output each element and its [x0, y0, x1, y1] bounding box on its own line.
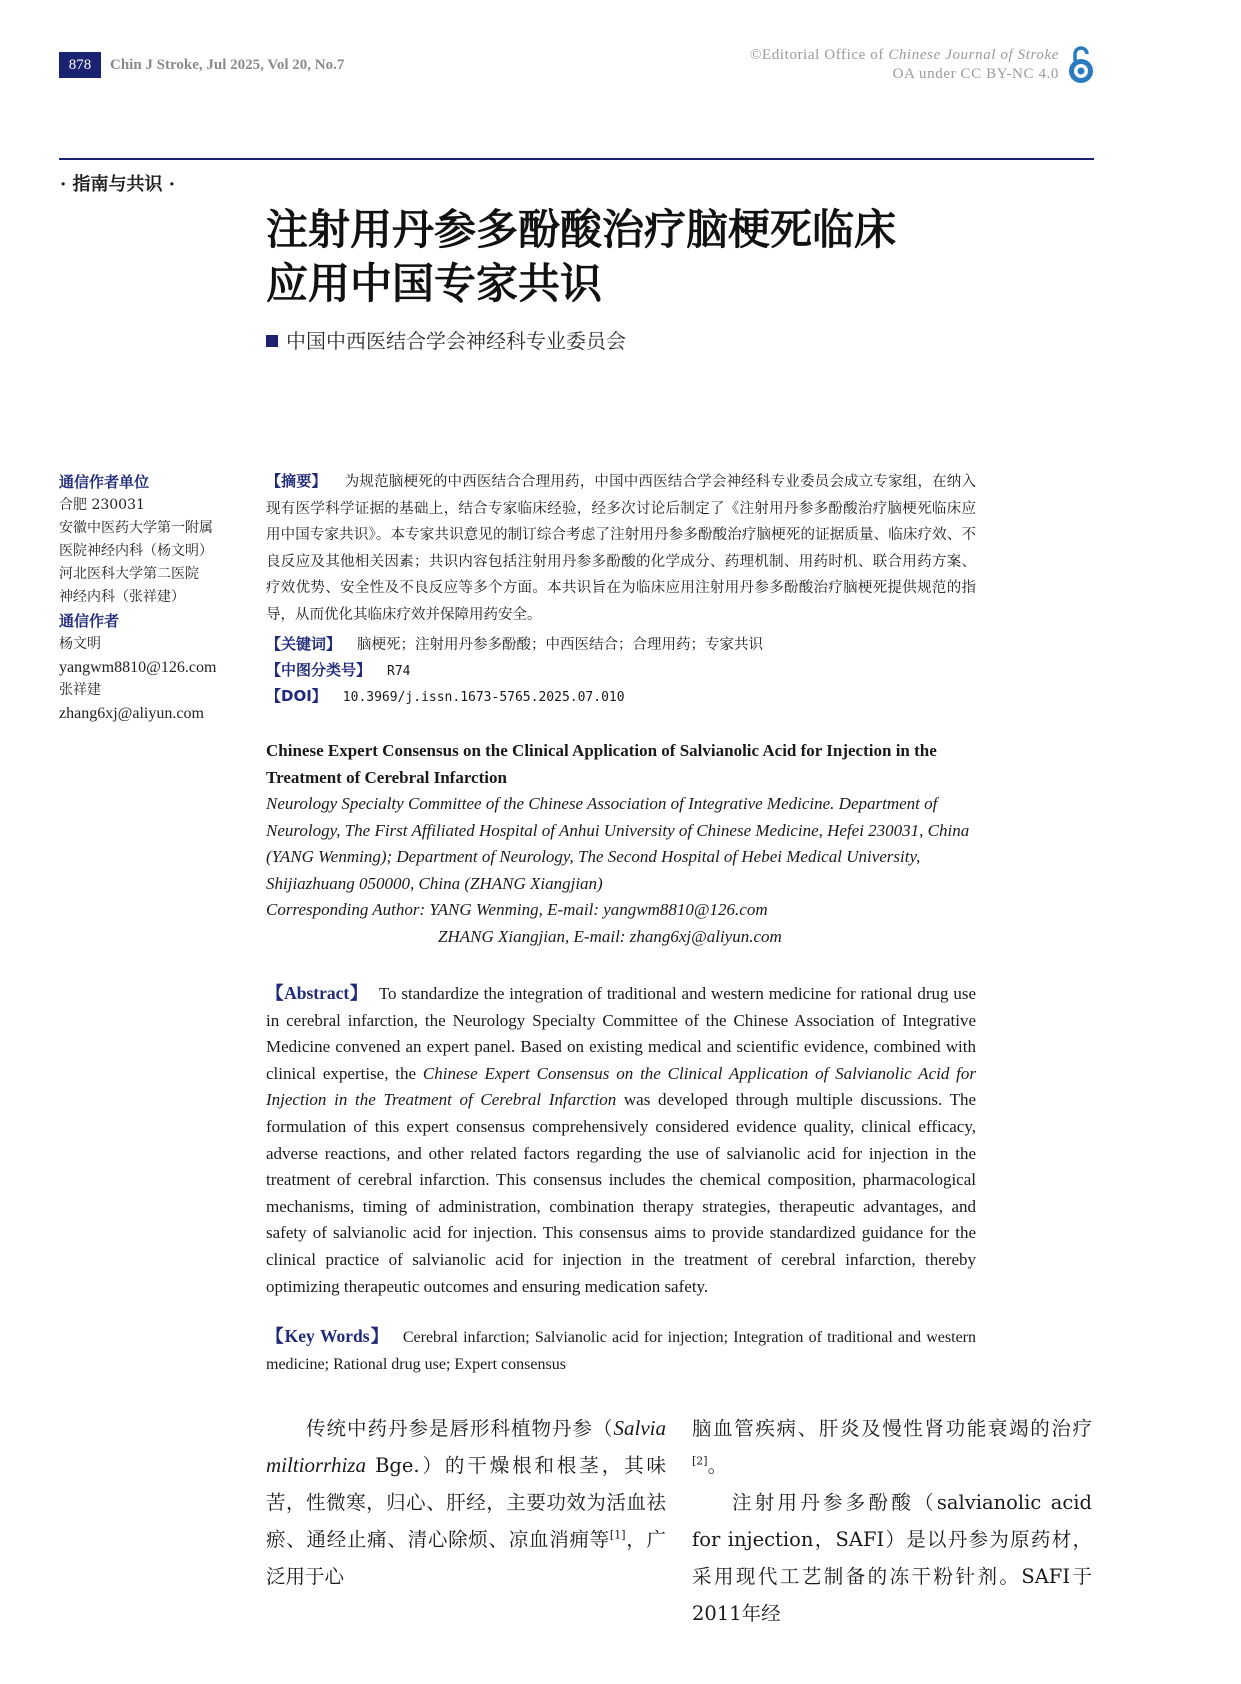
en-abstract-text-1: To standardize the integration of traditional and western medicine for rational drug use in cerebral infarction, the Neurology Specialty Committee of the Chinese Association of Integrative Medicine convened an expert panel. Based on existing medical and scientific evidence, combined with clinical expertise, the — [266, 984, 977, 1083]
license-text: OA under CC BY-NC 4.0 — [892, 66, 1059, 82]
english-title: Chinese Expert Consensus on the Clinical Application of Salvianolic Acid for Injection in the Treatment of Cerebral Infarction — [266, 741, 937, 787]
body-paragraph-continued — [692, 1410, 1092, 1484]
clc-label: 【中图分类号】 — [266, 661, 372, 679]
body-text: 脑血管疾病、肝炎及慢性肾功能衰竭的治疗 — [692, 1417, 1092, 1440]
body-column-right — [692, 1410, 1092, 1632]
citation-ref[interactable]: [2] — [692, 1454, 708, 1468]
affiliation-line: 合肥 230031 — [59, 497, 145, 513]
body-text: 。 — [707, 1454, 728, 1477]
corresponding-author-email[interactable]: zhang6xj@aliyun.com — [59, 705, 204, 722]
en-keywords-text: Cerebral infarction; Salvianolic acid for injection; Integration of traditional and western medicine; Rational drug use; Expert consensus — [266, 1329, 977, 1373]
en-abstract-text-2: was developed through multiple discussions. The formulation of this expert consensus comprehensively considered evidence quality, clinical efficacy, adverse reactions, and other related factors regarding the use of salvianolic acid for injection in the treatment of cerebral infarction. This consensus includes the chemical composition, pharmacological mechanisms, timing of administration, combination therapy strategies, therapeutic advantages, and safety of salvianolic acid for injection. This consensus aims to provide standardized guidance for the clinical practice of salvianolic acid for injection in the treatment of cerebral infarction, thereby optimizing therapeutic outcomes and ensuring medication safety. — [266, 1090, 976, 1296]
corr-line-1: Corresponding Author: YANG Wenming, E-mail: yangwm8810@126.com — [266, 900, 768, 919]
english-corresponding-author — [266, 897, 976, 950]
author-bullet-square-icon — [266, 335, 278, 347]
copyright-prefix: ©Editorial Office of — [750, 47, 884, 63]
author-organization — [266, 327, 626, 355]
cn-keywords-label: 【关键词】 — [266, 635, 342, 653]
corresponding-author-name: 杨文明 — [59, 636, 101, 652]
corresponding-author-email[interactable]: yangwm8810@126.com — [59, 659, 217, 676]
chinese-abstract — [266, 468, 976, 628]
affiliation-heading: 通信作者单位 — [59, 473, 150, 491]
article-title — [266, 203, 1026, 311]
body-paragraph — [266, 1410, 666, 1595]
clc-row — [266, 658, 411, 684]
cn-keywords-text: 脑梗死；注射用丹参多酚酸；中西医结合；合理用药；专家共识 — [357, 637, 764, 653]
english-abstract — [266, 980, 976, 1300]
open-access-lock-icon — [1066, 44, 1096, 86]
header-rule — [59, 158, 1094, 160]
doi-label: 【DOI】 — [266, 687, 327, 705]
affiliation-line: 安徽中医药大学第一附属 — [59, 520, 213, 536]
corresponding-author-name: 张祥建 — [59, 682, 101, 698]
affiliation-line: 医院神经内科（杨文明） — [59, 543, 213, 559]
doi-value[interactable]: 10.3969/j.issn.1673-5765.2025.07.010 — [342, 690, 625, 705]
doi-row — [266, 684, 625, 710]
copyright-notice — [750, 46, 1059, 84]
body-text: Bge.）的干燥根和根茎，其味苦，性微寒，归心、肝经，主要功效为活血祛瘀、通经止痛、清心除烦、凉血消痈等 — [266, 1454, 666, 1551]
corresponding-author-heading: 通信作者 — [59, 612, 120, 630]
page-number: 878 — [59, 52, 101, 78]
corr-line-2: ZHANG Xiangjian, E-mail: zhang6xj@aliyun.com — [438, 926, 782, 946]
en-abstract-italic-title: Chinese Expert Consensus on the Clinical Application of Salvianolic Acid for Injection in the Treatment of Cerebral Infarction — [266, 1063, 977, 1110]
affiliation-line: 河北医科大学第二医院 — [59, 566, 199, 582]
citation-ref[interactable]: [1] — [609, 1528, 626, 1542]
title-line: 注射用丹参多酚酸治疗脑梗死临床 — [266, 205, 897, 254]
cn-abstract-text: 为规范脑梗死的中西医结合合理用药，中国中西医结合学会神经科专业委员会成立专家组，在纳入现有医学科学证据的基础上，结合专家临床经验，经多次讨论后制定了《注射用丹参多酚酸治疗脑梗死临床应用中国专家共识》。本专家共识意见的制订综合考虑了注射用丹参多酚酸治疗脑梗死的证据质量、临床疗效、不良反应及其他相关因素；共识内容包括注射用丹参多酚酸的化学成分、药理机制、用药时机、联合用药方案、疗效优势、安全性及不良反应等多个方面。本共识旨在为临床应用注射用丹参多酚酸治疗脑梗死提供规范的指导，从而优化其临床疗效并保障用药安全。 — [266, 474, 976, 623]
title-line: 应用中国专家共识 — [266, 259, 603, 308]
affiliation-line: 神经内科（张祥建） — [59, 589, 185, 605]
en-abstract-label: 【Abstract】 — [266, 983, 368, 1003]
english-affiliation: Neurology Specialty Committee of the Chinese Association of Integrative Medicine. Department of Neurology, The First Affiliated Hospital of Anhui University of Chinese Medicine, Hefei 230031, China (YANG Wenming); Department of Neurology, The Second Hospital of Hebei Medical University, Shijiazhuang 050000, China (ZHANG Xiangjian) — [266, 794, 970, 893]
en-keywords-label: 【Key Words】 — [266, 1326, 390, 1346]
copyright-journal: Chinese Journal of Stroke — [888, 47, 1059, 63]
clc-value: R74 — [387, 664, 411, 679]
body-text: 传统中药丹参是唇形科植物丹参（ — [306, 1417, 614, 1440]
latin-name: Salvia miltiorrhiza — [266, 1416, 666, 1477]
author-org-text: 中国中西医结合学会神经科专业委员会 — [286, 329, 626, 353]
body-text: ，广泛用于心 — [266, 1528, 666, 1588]
sidebar-correspondence — [59, 470, 259, 725]
cn-abstract-label: 【摘要】 — [266, 472, 327, 490]
cn-keywords-row — [266, 632, 763, 657]
body-paragraph: 注射用丹参多酚酸（salvianolic acid for injection，SAFI）是以丹参为原药材，采用现代工艺制备的冻干粉针剂。SAFI于2011年经 — [692, 1491, 1092, 1625]
section-tag: · 指南与共识 · — [60, 174, 176, 195]
body-column-left — [266, 1410, 666, 1595]
journal-reference: Chin J Stroke, Jul 2025, Vol 20, No.7 — [110, 57, 345, 73]
english-keywords — [266, 1323, 976, 1378]
